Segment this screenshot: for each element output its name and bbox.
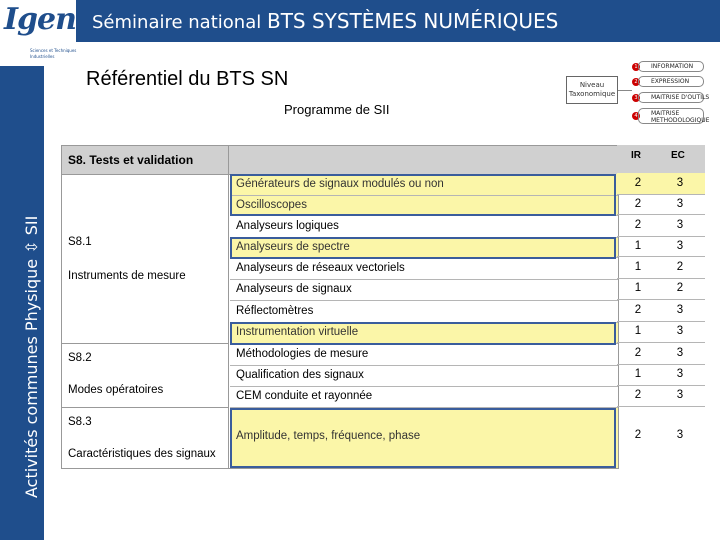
row-label: Qualification des signaux — [236, 369, 364, 381]
ir-value: 2 — [634, 429, 642, 441]
level-row — [617, 386, 705, 407]
level-row — [617, 257, 705, 279]
column-divider — [228, 146, 229, 468]
section-s8-3 — [62, 408, 228, 468]
row-label: Analyseurs logiques — [236, 220, 339, 232]
ec-value: 3 — [676, 368, 684, 380]
table-row — [230, 216, 618, 238]
highlight-outline — [230, 237, 616, 259]
table-row — [230, 387, 618, 408]
taxonomy-box-label-2: Taxonomique — [568, 90, 616, 98]
ec-value: 3 — [676, 177, 684, 189]
level-row — [617, 173, 705, 195]
side-label: Activités communes Physique ⇳ SII — [22, 215, 41, 498]
ir-value: 1 — [634, 325, 642, 337]
row-label: Analyseurs de réseaux vectoriels — [236, 262, 405, 274]
section-name: Modes opératoires — [68, 384, 164, 396]
ir-value: 1 — [634, 240, 642, 252]
ir-value: 2 — [634, 219, 642, 231]
table-row — [230, 258, 618, 280]
taxonomy-connector — [618, 90, 632, 91]
section-code: S8.2 — [68, 352, 92, 364]
taxonomy-level-4-num: 4 — [632, 112, 640, 120]
level-row — [617, 215, 705, 237]
section-code: S8.1 — [68, 236, 92, 248]
level-row — [617, 322, 705, 343]
ec-value: 3 — [676, 198, 684, 210]
level-row — [617, 343, 705, 365]
ir-value: 1 — [634, 368, 642, 380]
ec-value: 2 — [676, 282, 684, 294]
competency-table — [61, 145, 619, 469]
igen-logo — [0, 0, 76, 66]
section-name: Instruments de mesure — [68, 270, 186, 282]
page-subtitle: Programme de SII — [284, 102, 390, 117]
taxonomy-level-4: MAITRISE METHODOLOGIQUE — [638, 108, 704, 124]
ec-value: 3 — [676, 429, 684, 441]
ir-value: 2 — [634, 177, 642, 189]
row-label: CEM conduite et rayonnée — [236, 390, 373, 402]
row-label: Amplitude, temps, fréquence, phase — [236, 430, 421, 442]
table-title: S8. Tests et validation — [68, 153, 194, 167]
ec-value: 3 — [676, 325, 684, 337]
section-code: S8.3 — [68, 416, 92, 428]
ir-value: 1 — [634, 282, 642, 294]
level-row — [617, 407, 705, 467]
taxonomy-level-2: EXPRESSION — [638, 76, 704, 87]
section-s8-1 — [62, 174, 228, 344]
taxonomy-level-3-num: 3 — [632, 94, 640, 102]
level-columns-header — [617, 145, 705, 174]
ir-value: 2 — [634, 304, 642, 316]
row-label: Analyseurs de signaux — [236, 283, 352, 295]
row-label: Analyseurs de spectre — [236, 241, 350, 253]
table-row — [230, 366, 618, 387]
taxonomy-level-3: MAITRISE D'OUTILS — [638, 92, 704, 103]
level-row — [617, 300, 705, 322]
row-label: Générateurs de signaux modulés ou non — [236, 178, 444, 190]
row-label: Instrumentation virtuelle — [236, 326, 359, 338]
level-row — [617, 279, 705, 300]
column-header-ec: EC — [671, 150, 685, 161]
ir-value: 2 — [634, 198, 642, 210]
highlight-outline — [230, 408, 616, 468]
ir-value: 1 — [634, 261, 642, 273]
column-header-ir: IR — [631, 150, 641, 161]
level-row — [617, 237, 705, 257]
taxonomy-level-2-num: 2 — [632, 78, 640, 86]
ec-value: 2 — [676, 261, 684, 273]
header-title — [92, 0, 558, 42]
row-label: Méthodologies de mesure — [236, 348, 369, 360]
section-s8-2 — [62, 344, 228, 408]
table-row — [230, 280, 618, 301]
logo-text: Igen — [4, 2, 76, 37]
table-header — [62, 146, 618, 175]
logo-line-2: Industrielles — [30, 54, 55, 59]
table-row — [230, 344, 618, 366]
taxonomy-level-1-num: 1 — [632, 63, 640, 71]
ir-value: 2 — [634, 347, 642, 359]
level-columns — [617, 145, 720, 467]
ir-value: 2 — [634, 389, 642, 401]
row-label: Réflectomètres — [236, 305, 314, 317]
taxonomy-level-1: INFORMATION — [638, 61, 704, 72]
section-name: Caractéristiques des signaux — [68, 448, 216, 460]
table-row — [230, 301, 618, 323]
header-title-main: BTS SYSTÈMES NUMÉRIQUES — [266, 9, 559, 33]
row-label: Oscilloscopes — [236, 199, 307, 211]
ec-value: 3 — [676, 389, 684, 401]
highlight-outline — [230, 174, 616, 216]
taxonomy-box-label-1: Niveau — [579, 81, 605, 89]
taxonomy-legend — [562, 58, 708, 128]
level-row — [617, 195, 705, 215]
ec-value: 3 — [676, 347, 684, 359]
ec-value: 3 — [676, 240, 684, 252]
taxonomy-box — [566, 76, 618, 104]
level-row — [617, 365, 705, 386]
logo-line-1: Sciences et Techniques — [30, 48, 77, 53]
highlight-outline — [230, 322, 616, 345]
page-title: Référentiel du BTS SN — [86, 68, 289, 90]
header-title-prefix: Séminaire national — [92, 12, 262, 33]
ec-value: 3 — [676, 304, 684, 316]
ec-value: 3 — [676, 219, 684, 231]
